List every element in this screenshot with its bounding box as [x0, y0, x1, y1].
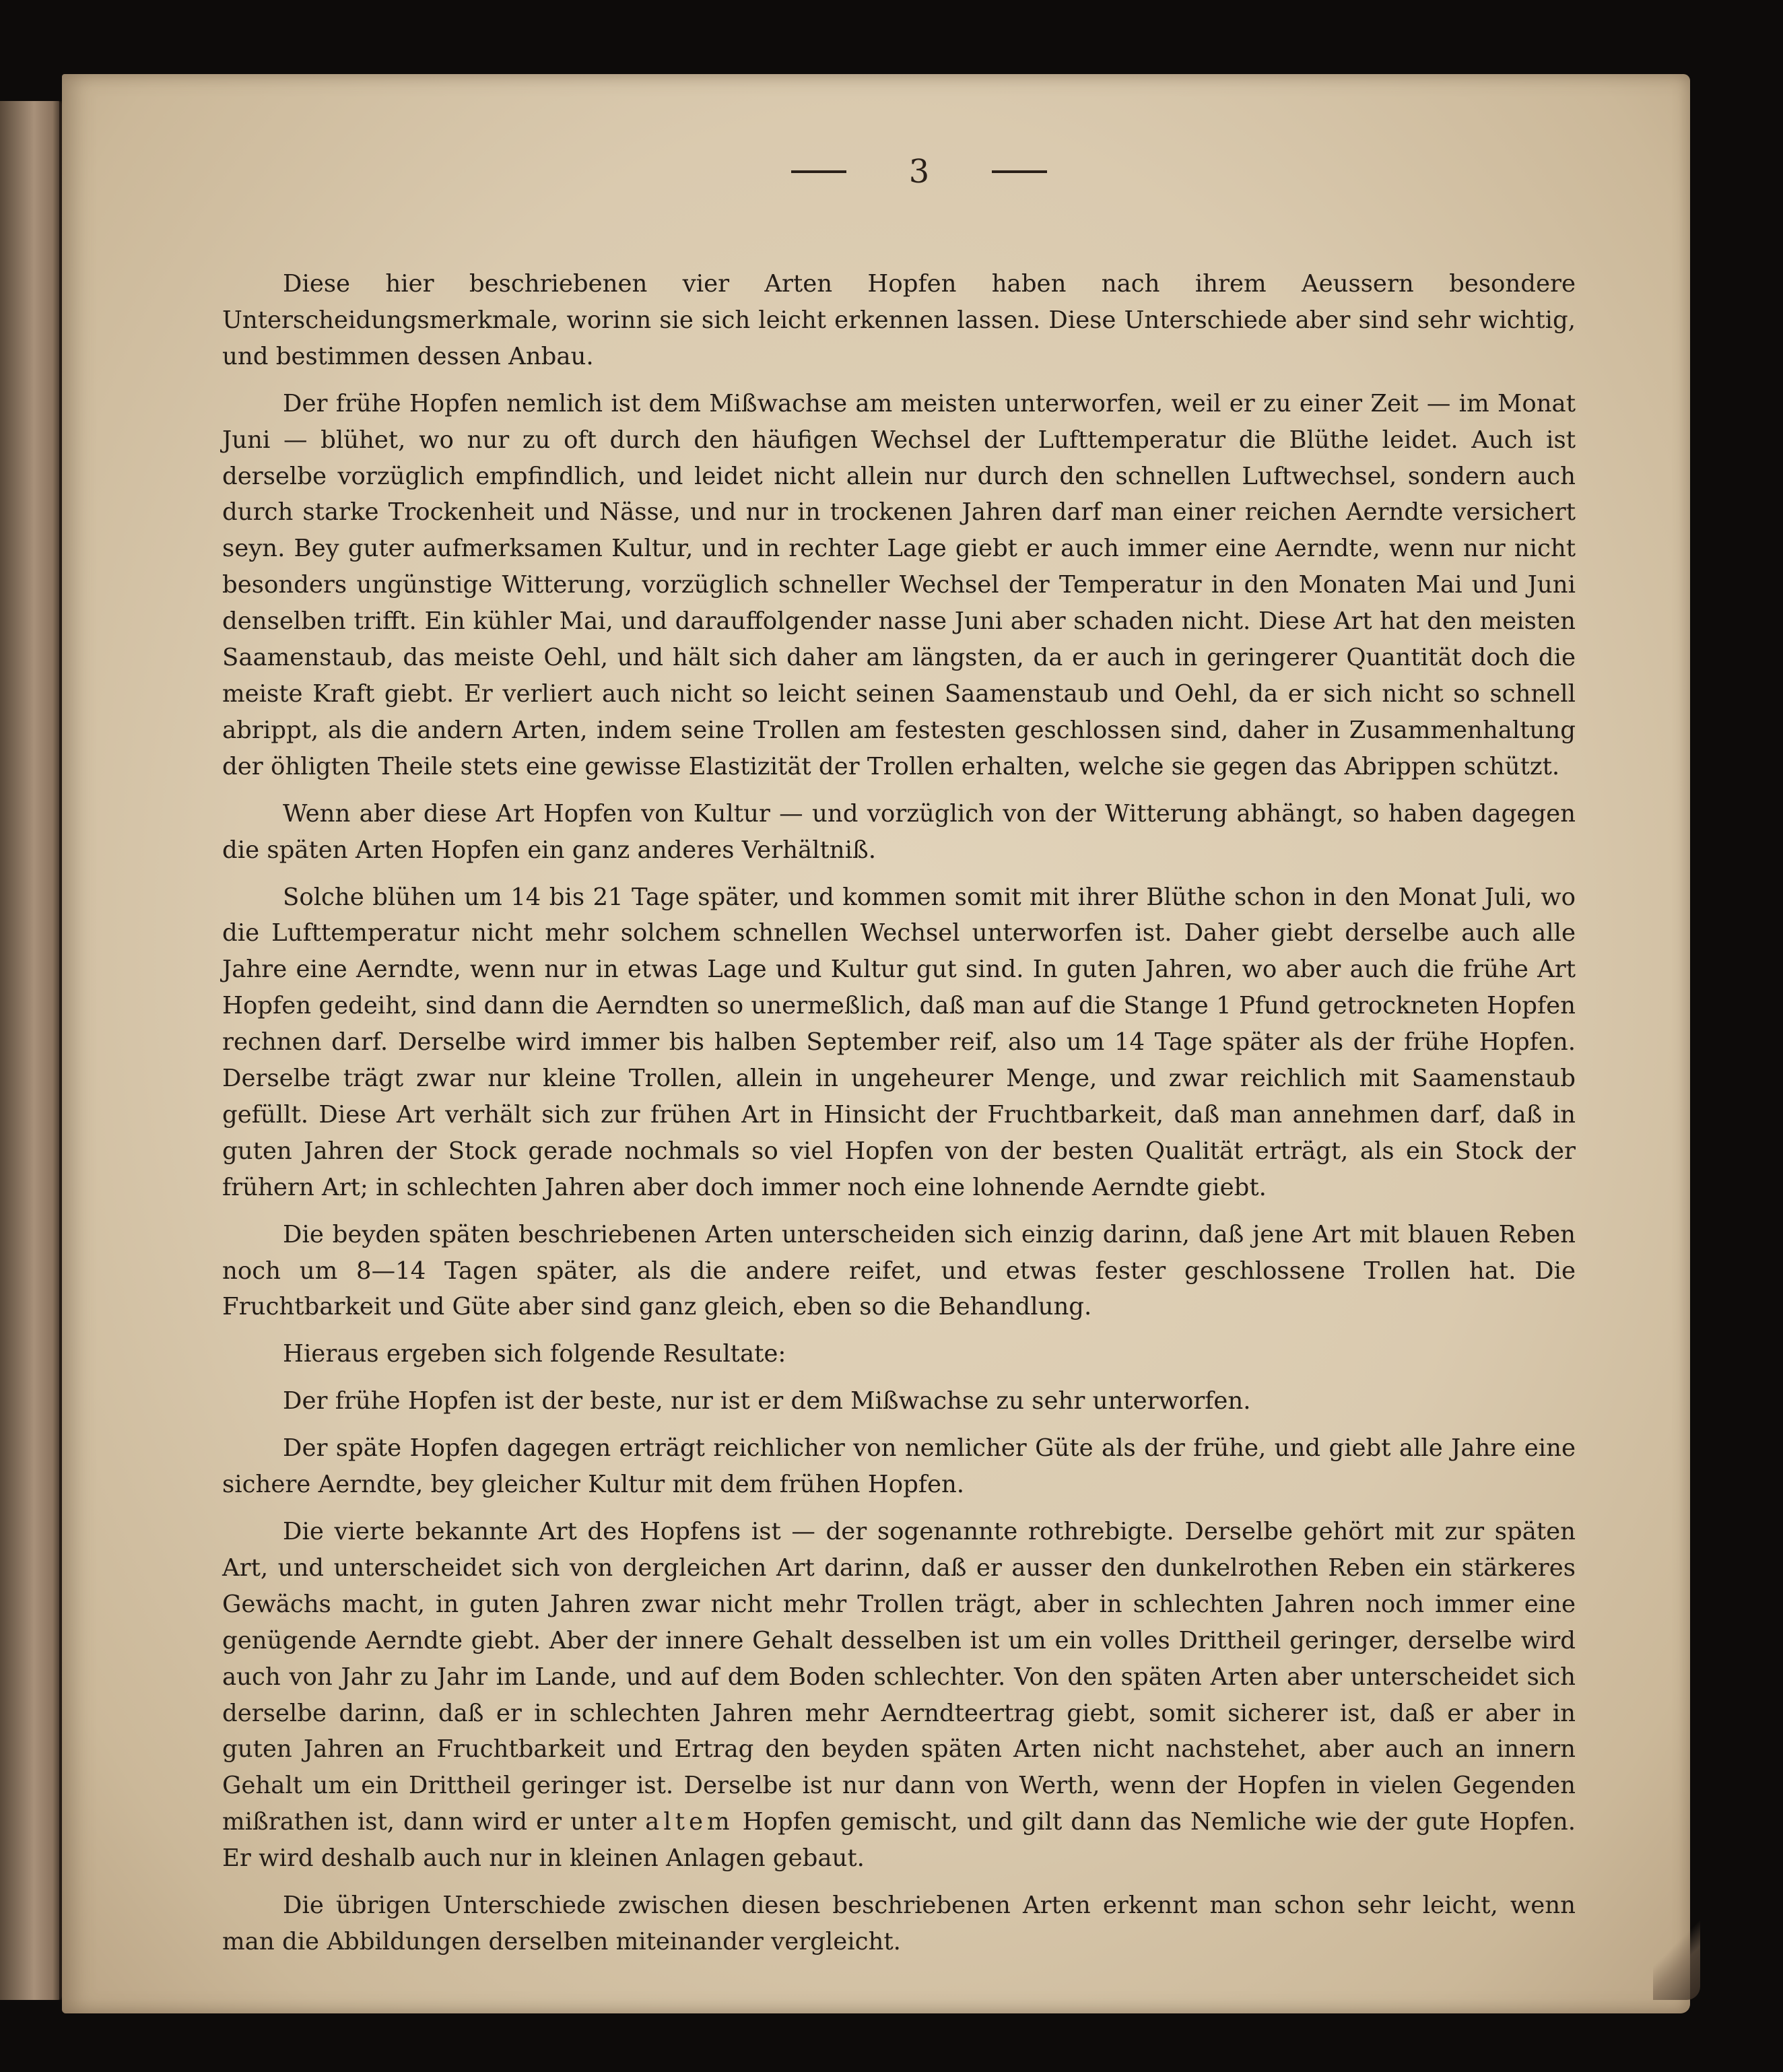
page-corner-curl [1653, 1912, 1700, 2000]
paragraph-9-text-b: Hopfen gemischt, und gilt dann das Nemliche wie der gute Hopfen. Er wird deshalb auch nur in kleinen Anlagen gebaut. [222, 1808, 1576, 1873]
paragraph-9-text-a: Die vierte bekannte Art des Hopfens ist — der sogenannte rothrebigte. Derselbe gehört mit zur späten Art, und unterscheidet sich von dergleichen Art darinn, daß er ausser den dunkelrothen Reben ein stärkeres Gewächs macht, in guten Jahren zwar nicht mehr Trollen trägt, aber in schlechten Jahren noch immer eine genügende Aerndte giebt. Aber der innere Gehalt desselben ist um ein volles Drittheil geringer, derselbe wird auch von Jahr zu Jahr im Lande, und auf dem Boden schlechter. Von den späten Arten aber unterscheidet sich derselbe darinn, daß er in schlechten Jahren mehr Aerndteertrag giebt, somit sicherer ist, daß er aber in guten Jahren an Fruchtbarkeit und Ertrag den beyden späten Arten nicht nachstehet, aber auch an innern Gehalt um ein Drittheil geringer ist. Derselbe ist nur dann von Werth, wenn der Hopfen in vielen Gegenden mißrathen ist, dann wird er unter [222, 1518, 1576, 1836]
body-text [222, 266, 1576, 1971]
paragraph-10: Die übrigen Unterschiede zwischen diesen beschriebenen Arten erkennt man schon sehr leicht, wenn man die Abbildungen derselben miteinander vergleicht. [222, 1892, 1576, 1956]
paragraph-1: Diese hier beschriebenen vier Arten Hopfen haben nach ihrem Aeussern besondere Unterscheidungsmerkmale, worinn sie sich leicht erkennen lassen. Diese Unterschiede aber sind sehr wichtig, und bestimmen dessen Anbau. [222, 270, 1576, 370]
page-number: 3 [908, 153, 930, 191]
header-rule-left [791, 170, 846, 173]
paragraph-7: Der frühe Hopfen ist der beste, nur ist er dem Mißwachse zu sehr unterworfen. [283, 1387, 1251, 1415]
left-page-edge [0, 101, 62, 2000]
paragraph-3: Wenn aber diese Art Hopfen von Kultur — und vorzüglich von der Witterung abhängt, so haben dagegen die späten Arten Hopfen ein ganz anderes Verhältniß. [222, 799, 1576, 864]
paragraph-5: Die beyden späten beschriebenen Arten unterscheiden sich einzig darinn, daß jene Art mit blauen Reben noch um 8—14 Tagen später, als die andere reifet, und etwas fester geschlossene Trollen hat. Die Fruchtbarkeit und Güte aber sind ganz gleich, eben so die Behandlung. [222, 1220, 1576, 1321]
paragraph-9 [222, 1514, 1576, 1877]
paragraph-9-emphasis: altem [645, 1808, 734, 1836]
paragraph-4: Solche blühen um 14 bis 21 Tage später, und kommen somit mit ihrer Blüthe schon in den Monat Juli, wo die Lufttemperatur nicht mehr solchem schnellen Wechsel unterworfen ist. Daher giebt derselbe auch alle Jahre eine Aerndte, wenn nur in etwas Lage und Kultur gut sind. In guten Jahren, wo aber auch die frühe Art Hopfen gedeiht, sind dann die Aerndten so unermeßlich, daß man auf die Stange 1 Pfund getrockneten Hopfen rechnen darf. Derselbe wird immer bis halben September reif, also um 14 Tage später als der frühe Hopfen. Derselbe trägt zwar nur kleine Trollen, allein in ungeheurer Menge, und zwar reichlich mit Saamenstaub gefüllt. Diese Art verhält sich zur frühen Art in Hinsicht der Fruchtbarkeit, daß man annehmen darf, daß in guten Jahren der Stock gerade nochmals so viel Hopfen von der besten Qualität erträgt, als ein Stock der frühern Art; in schlechten Jahren aber doch immer noch eine lohnende Aerndte giebt. [222, 883, 1576, 1201]
paragraph-8: Der späte Hopfen dagegen erträgt reichlicher von nemlicher Güte als der frühe, und giebt alle Jahre eine sichere Aerndte, bey gleicher Kultur mit dem frühen Hopfen. [222, 1434, 1576, 1499]
header-rule-right [992, 170, 1047, 173]
paragraph-6: Hieraus ergeben sich folgende Resultate: [283, 1340, 786, 1368]
paragraph-2: Der frühe Hopfen nemlich ist dem Mißwachse am meisten unterworfen, weil er zu einer Zeit — im Monat Juni — blühet, wo nur zu oft durch den häufigen Wechsel der Lufttemperatur die Blüthe leidet. Auch ist derselbe vorzüglich empfindlich, und leidet nicht allein nur durch den schnellen Luftwechsel, sondern auch durch starke Trockenheit und Nässe, und nur in trockenen Jahren darf man einer reichen Aerndte versichert seyn. Bey guter aufmerksamen Kultur, und in rechter Lage giebt er auch immer eine Aerndte, wenn nur nicht besonders ungünstige Witterung, vorzüglich schneller Wechsel der Temperatur in den Monaten Mai und Juni denselben trifft. Ein kühler Mai, und darauffolgender nasse Juni aber schaden nicht. Diese Art hat den meisten Saamenstaub, das meiste Oehl, und hält sich daher am längsten, da er auch in geringerer Quantität doch die meiste Kraft giebt. Er verliert auch nicht so leicht seinen Saamenstaub und Oehl, da er sich nicht so schnell abrippt, als die andern Arten, indem seine Trollen am festesten geschlossen sind, daher in Zusammenhaltung der öhligten Theile stets eine gewisse Elastizität der Trollen erhalten, welche sie gegen das Abrippen schützt. [222, 389, 1576, 780]
page-header [791, 148, 1047, 195]
